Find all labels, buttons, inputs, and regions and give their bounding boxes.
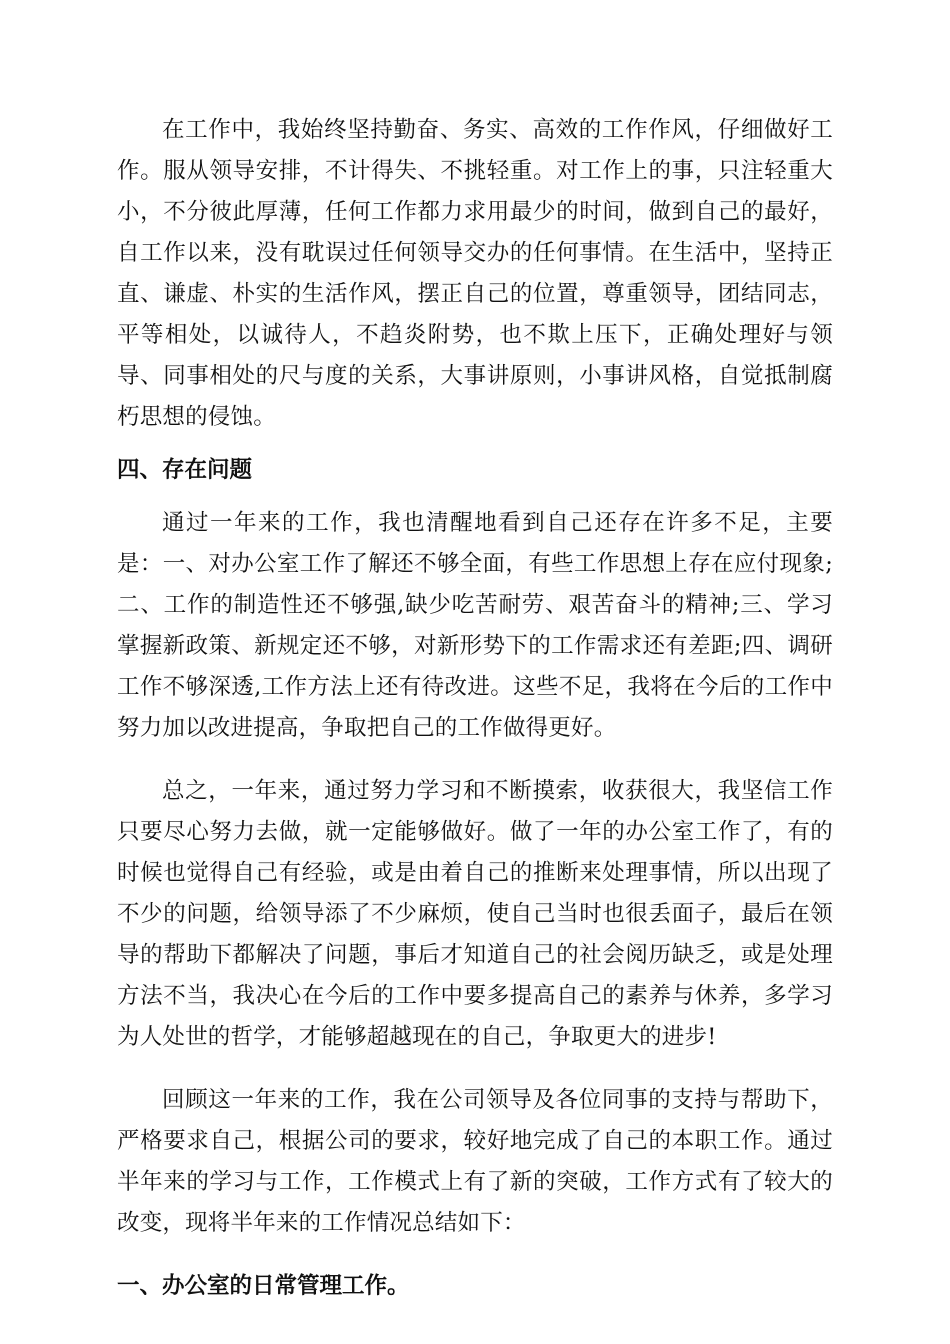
spacer (117, 1244, 833, 1266)
spacer (117, 491, 833, 503)
spacer (117, 1058, 833, 1080)
paragraph-shortcomings: 通过一年来的工作，我也清醒地看到自己还存在许多不足，主要是：一、对办公室工作了解还不够全面，有些工作思想上存在应付现象;二、工作的制造性还不够强,缺少吃苦耐劳、艰苦奋斗的精神;三、学习掌握新政策、新规定还不够，对新形势下的工作需求还有差距;四、调研工作不够深透,工作方法上还有待改进。这些不足，我将在今后的工作中努力加以改进提高，争取把自己的工作做得更好。 (117, 510, 833, 741)
paragraph-work-style: 在工作中，我始终坚持勤奋、务实、高效的工作作风，仔细做好工作。服从领导安排，不计得失、不挑轻重。对工作上的事，只注轻重大小，不分彼此厚薄，任何工作都力求用最少的时间，做到自己的最好，自工作以来，没有耽误过任何领导交办的任何事情。在生活中，坚持正直、谦虚、朴实的生活作风，摆正自己的位置，尊重领导，团结同志，平等相处，以诚待人，不趋炎附势，也不欺上压下，正确处理好与领导、同事相处的尺与度的关系，大事讲原则，小事讲风格，自觉抵制腐朽思想的侵蚀。 (117, 117, 833, 430)
paragraph-summary: 总之，一年来，通过努力学习和不断摸索，收获很大，我坚信工作只要尽心努力去做，就一定能够做好。做了一年的办公室工作了，有的时候也觉得自己有经验，或是由着自己的推断来处理事情，所以出现了不少的问题，给领导添了不少麻烦，使自己当时也很丢面子，最后在领导的帮助下都解决了问题，事后才知道自己的社会阅历缺乏，或是处理方法不当，我决心在今后的工作中要多提高自己的素养与休养，多学习为人处世的哲学，才能够超越现在的自己，争取更大的进步! (117, 778, 833, 1050)
heading-office-daily-management: 一、办公室的日常管理工作。 (117, 1273, 410, 1299)
paragraph-review: 回顾这一年来的工作，我在公司领导及各位同事的支持与帮助下，严格要求自己，根据公司的要求，较好地完成了自己的本职工作。通过半年来的学习与工作，工作模式上有了新的突破，工作方式有了较大的改变，现将半年来的工作情况总结如下： (117, 1087, 833, 1236)
document-page (117, 110, 833, 1307)
heading-existing-problems: 四、存在问题 (117, 457, 253, 483)
spacer (117, 438, 833, 450)
spacer (117, 749, 833, 771)
